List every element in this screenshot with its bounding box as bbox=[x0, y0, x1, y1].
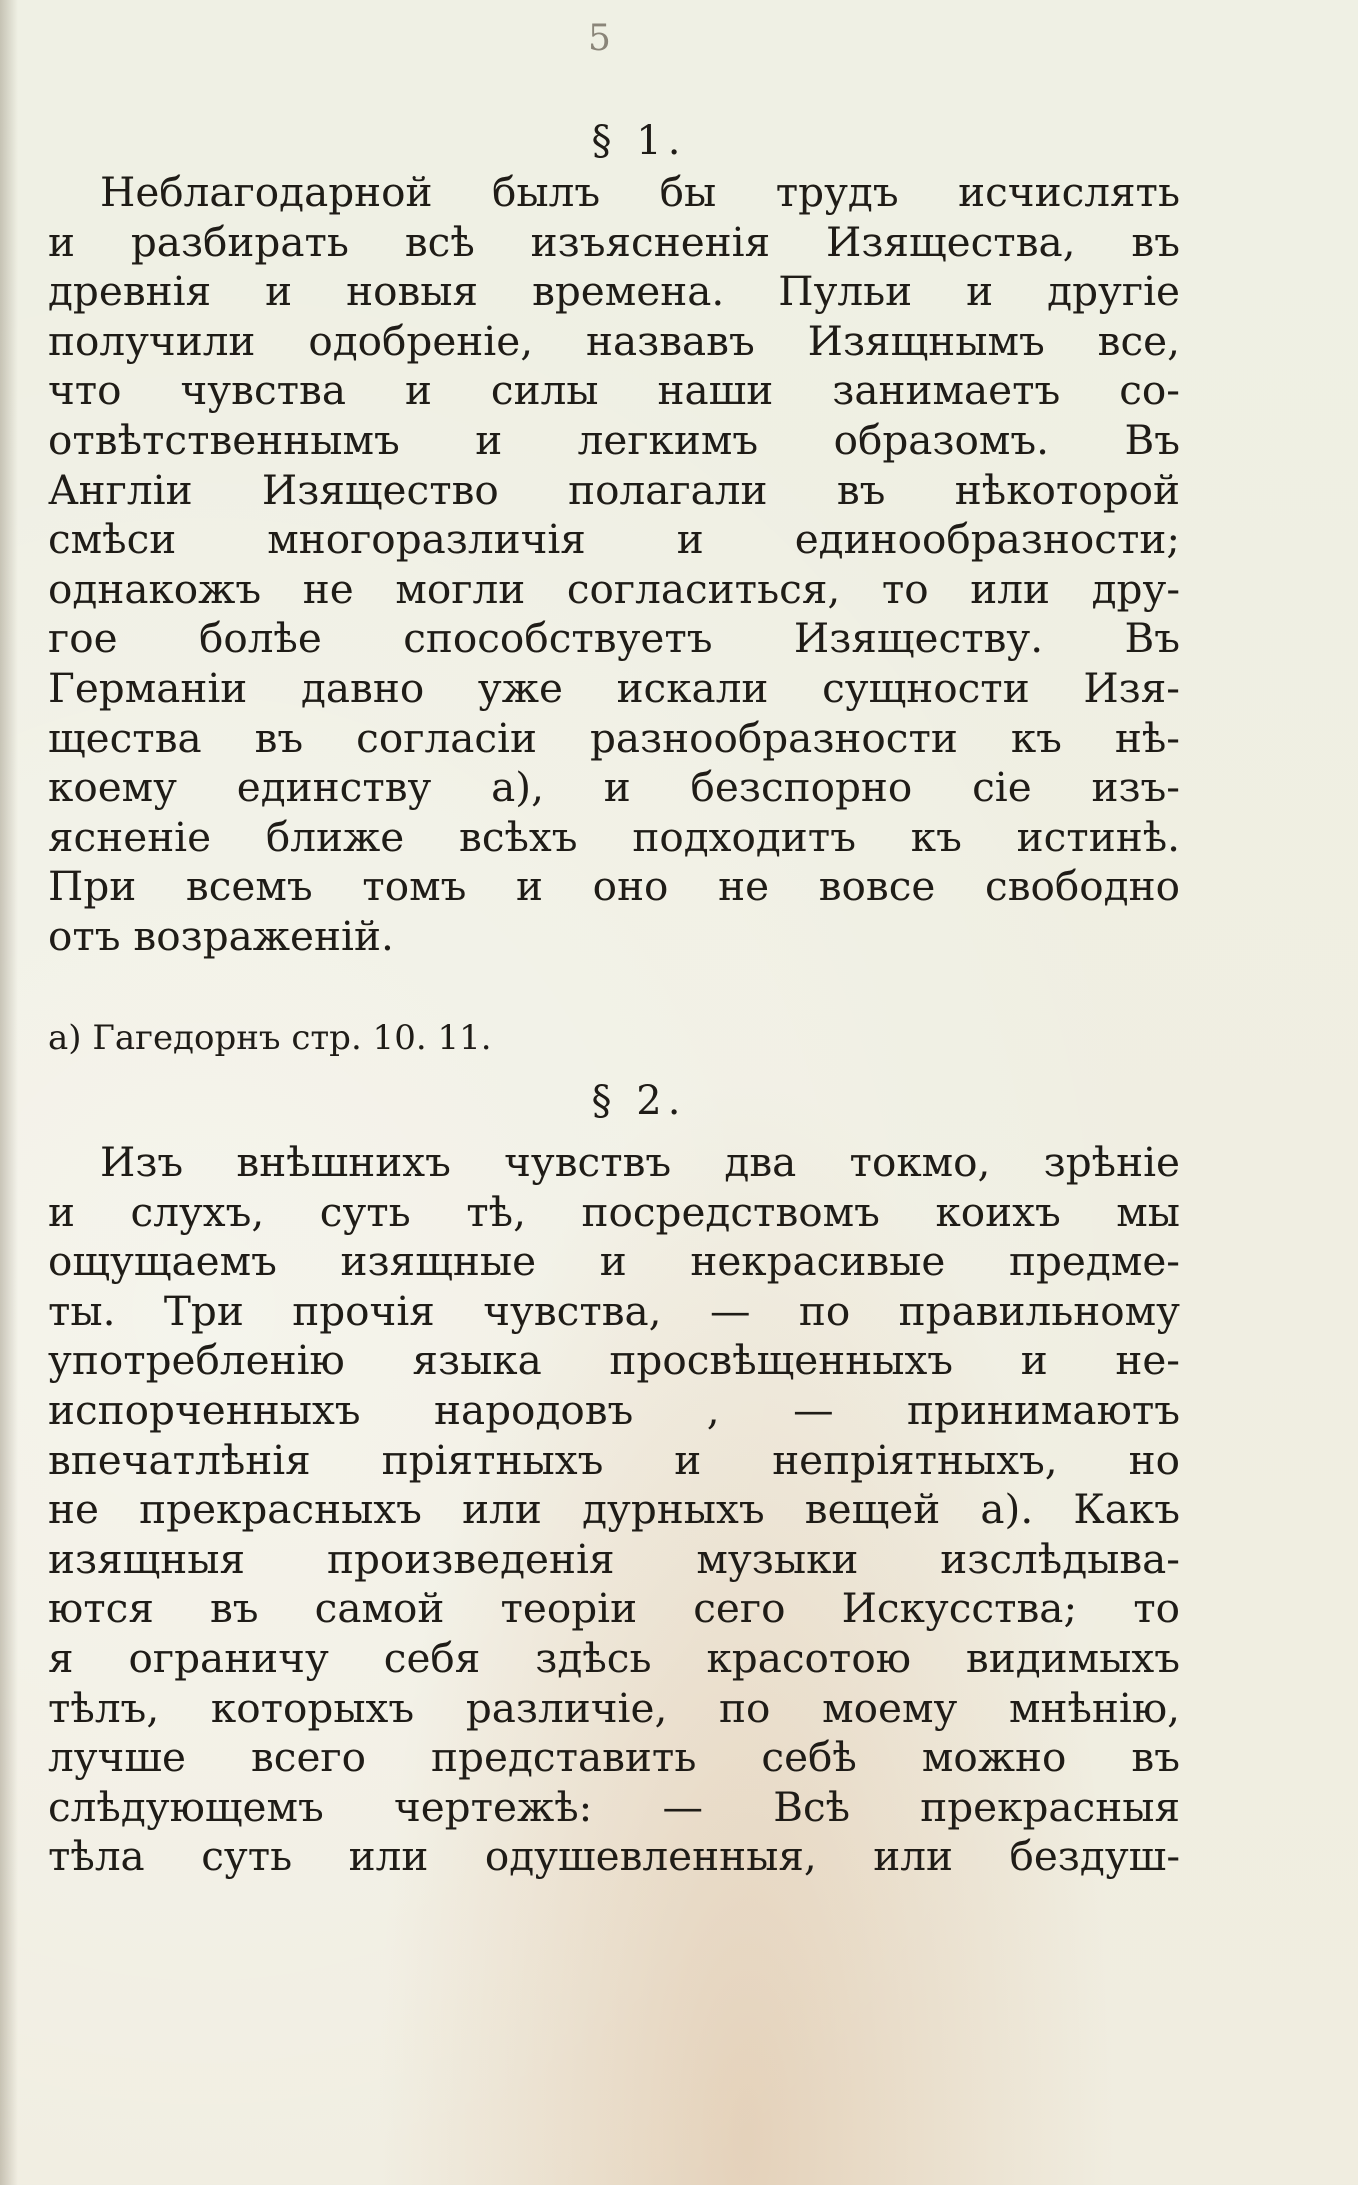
section-2-heading: § 2. bbox=[591, 1078, 687, 1124]
paragraph-line: Изъ внѣшнихъ чувствъ два токмо, зрѣніе bbox=[100, 1138, 1180, 1186]
paragraph-line: слѣдующемъ чертежѣ: — Всѣ прекрасныя bbox=[48, 1782, 1180, 1831]
paragraph-line: и слухъ, суть тѣ, посредствомъ коихъ мы bbox=[48, 1187, 1180, 1236]
footnote: а) Гагедорнъ стр. 10. 11. bbox=[48, 1018, 492, 1058]
section-2-paragraph bbox=[48, 1138, 1180, 1882]
paragraph-line: и разбирать всѣ изъясненія Изящества, въ bbox=[48, 217, 1180, 266]
paragraph-line: впечатлѣнія пріятныхъ и непріятныхъ, но bbox=[48, 1435, 1180, 1484]
paragraph-line: испорченныхъ народовъ , — принимаютъ bbox=[48, 1385, 1180, 1434]
paragraph-line: отвѣтственнымъ и легкимъ образомъ. Въ bbox=[48, 415, 1180, 464]
paragraph-line: употребленію языка просвѣщенныхъ и не- bbox=[48, 1336, 1180, 1385]
paragraph-line: не прекрасныхъ или дурныхъ вещей а). Какъ bbox=[48, 1485, 1180, 1534]
paragraph-line: я ограничу себя здѣсь красотою видимыхъ bbox=[48, 1633, 1180, 1682]
section-1-heading: § 1. bbox=[591, 118, 687, 164]
paragraph-line: ты. Три прочія чувства, — по правильному bbox=[48, 1286, 1180, 1335]
paragraph-line: тѣла суть или одушевленныя, или бездуш- bbox=[48, 1832, 1180, 1881]
paragraph-line: щества въ согласіи разнообразности къ нѣ- bbox=[48, 713, 1180, 762]
paragraph-line: древнія и новыя времена. Пульи и другіе bbox=[48, 267, 1180, 316]
paragraph-line: ясненіе ближе всѣхъ подходитъ къ истинѣ. bbox=[48, 812, 1180, 861]
paragraph-line: смѣси многоразличія и единообразности; bbox=[48, 515, 1180, 564]
paragraph-line: получили одобреніе, назвавъ Изящнымъ все, bbox=[48, 316, 1180, 365]
paragraph-line: Германіи давно уже искали сущности Изя- bbox=[48, 663, 1180, 712]
paragraph-line: лучше всего представить себѣ можно въ bbox=[48, 1733, 1180, 1782]
paragraph-line: коему единству а), и безспорно сіе изъ- bbox=[48, 763, 1180, 812]
paragraph-line: что чувства и силы наши занимаетъ со- bbox=[48, 366, 1180, 415]
paragraph-line: отъ возраженій. bbox=[48, 911, 394, 960]
paragraph-line: При всемъ томъ и оно не вовсе свободно bbox=[48, 862, 1180, 911]
page-number: 5 bbox=[588, 18, 611, 59]
paragraph-line: ются въ самой теоріи сего Искусства; то bbox=[48, 1584, 1180, 1633]
paragraph-line: Неблагодарной былъ бы трудъ исчислять bbox=[100, 168, 1180, 216]
section-1-paragraph bbox=[48, 168, 1180, 962]
paragraph-line: однакожъ не могли согласиться, то или дру- bbox=[48, 564, 1180, 613]
paragraph-line: тѣлъ, которыхъ различіе, по моему мнѣнію, bbox=[48, 1683, 1180, 1732]
paragraph-line: Англіи Изящество полагали въ нѣкоторой bbox=[48, 465, 1180, 514]
paragraph-line: изящныя произведенія музыки изслѣдыва- bbox=[48, 1534, 1180, 1583]
paragraph-line: ощущаемъ изящные и некрасивые предме- bbox=[48, 1237, 1180, 1286]
paragraph-line: гое болѣе способствуетъ Изяществу. Въ bbox=[48, 614, 1180, 663]
